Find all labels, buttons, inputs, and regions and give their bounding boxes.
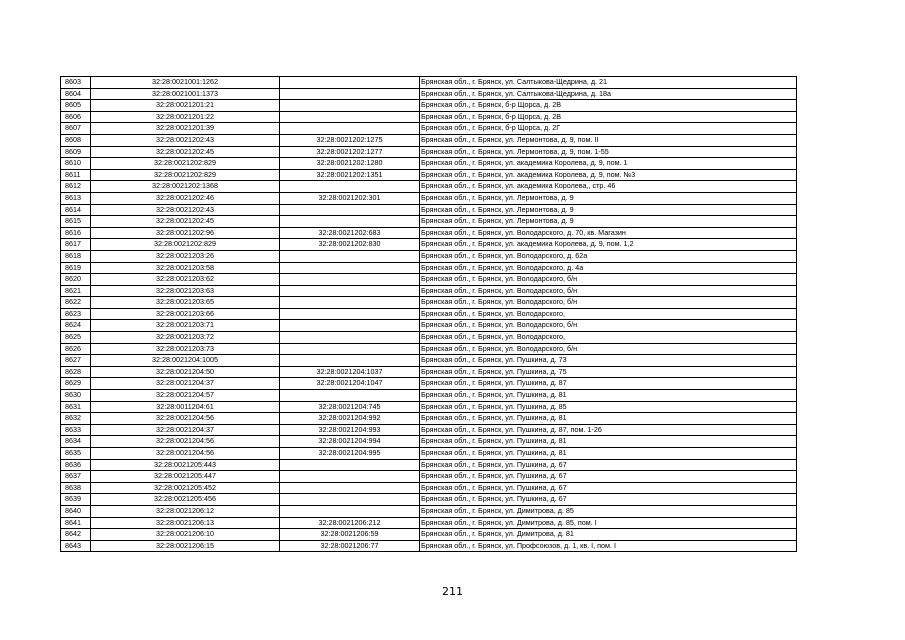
cadastral-number-cell: 32:28:0021001:1262: [91, 77, 280, 89]
address-cell: Брянская обл., г. Брянск, ул. Володарского, б/н: [420, 297, 797, 309]
table-row: [61, 285, 797, 297]
cadastral-number-cell: 32:28:0021204:56: [91, 413, 280, 425]
linked-cadastral-number-cell: 32:28:0021202:1277: [280, 146, 420, 158]
table-row: [61, 436, 797, 448]
row-number-cell: 8637: [61, 471, 91, 483]
table-row: [61, 401, 797, 413]
address-cell: Брянская обл., г. Брянск, ул. Лермонтова, д. 9: [420, 216, 797, 228]
cadastral-number-cell: 32:28:0021203:66: [91, 308, 280, 320]
linked-cadastral-number-cell: 32:28:0021204:993: [280, 424, 420, 436]
cadastral-number-cell: 32:28:0021204:56: [91, 436, 280, 448]
linked-cadastral-number-cell: [280, 459, 420, 471]
row-number-cell: 8609: [61, 146, 91, 158]
address-cell: Брянская обл., г. Брянск, ул. Пушкина, д. 73: [420, 355, 797, 367]
linked-cadastral-number-cell: 32:28:0021204:995: [280, 448, 420, 460]
linked-cadastral-number-cell: 32:28:0021204:1037: [280, 366, 420, 378]
cadastral-number-cell: 32:28:0021202:45: [91, 216, 280, 228]
linked-cadastral-number-cell: 32:28:0021204:992: [280, 413, 420, 425]
row-number-cell: 8634: [61, 436, 91, 448]
linked-cadastral-number-cell: [280, 343, 420, 355]
row-number-cell: 8615: [61, 216, 91, 228]
address-cell: Брянская обл., г. Брянск, ул. Володарского,: [420, 308, 797, 320]
address-cell: Брянская обл., г. Брянск, ул. Лермонтова, д. 9, пом. 1-55: [420, 146, 797, 158]
table-row: [61, 158, 797, 170]
linked-cadastral-number-cell: 32:28:0021204:745: [280, 401, 420, 413]
table-row: [61, 448, 797, 460]
cadastral-number-cell: 32:28:0021202:43: [91, 134, 280, 146]
cadastral-number-cell: 32:28:0021204:37: [91, 424, 280, 436]
linked-cadastral-number-cell: 32:28:0021206:77: [280, 540, 420, 552]
row-number-cell: 8603: [61, 77, 91, 89]
row-number-cell: 8621: [61, 285, 91, 297]
address-cell: Брянская обл., г. Брянск, ул. Володарского, д. 70, кв. Магазин: [420, 227, 797, 239]
cadastral-number-cell: 32:28:0021203:63: [91, 285, 280, 297]
row-number-cell: 8619: [61, 262, 91, 274]
address-cell: Брянская обл., г. Брянск, ул. Лермонтова, д. 9, пом. II: [420, 134, 797, 146]
row-number-cell: 8606: [61, 111, 91, 123]
linked-cadastral-number-cell: 32:28:0021206:59: [280, 529, 420, 541]
table-row: [61, 517, 797, 529]
table-row: [61, 471, 797, 483]
row-number-cell: 8622: [61, 297, 91, 309]
row-number-cell: 8627: [61, 355, 91, 367]
linked-cadastral-number-cell: [280, 77, 420, 89]
linked-cadastral-number-cell: 32:28:0021202:1280: [280, 158, 420, 170]
linked-cadastral-number-cell: [280, 285, 420, 297]
address-cell: Брянская обл., г. Брянск, ул. Димитрова, д. 85: [420, 505, 797, 517]
cadastral-number-cell: 32:28:0021201:39: [91, 123, 280, 135]
cadastral-number-cell: 32:28:0021206:13: [91, 517, 280, 529]
cadastral-number-cell: 32:28:0021203:62: [91, 274, 280, 286]
row-number-cell: 8605: [61, 100, 91, 112]
cadastral-number-cell: 32:28:0021204:56: [91, 448, 280, 460]
table-row: [61, 77, 797, 89]
linked-cadastral-number-cell: [280, 274, 420, 286]
linked-cadastral-number-cell: [280, 505, 420, 517]
address-cell: Брянская обл., г. Брянск, ул. Пушкина, д. 85: [420, 401, 797, 413]
table-row: [61, 320, 797, 332]
cadastral-number-cell: 32:28:0021202:46: [91, 192, 280, 204]
cadastral-number-cell: 32:28:0021205:447: [91, 471, 280, 483]
cadastral-number-cell: 32:28:0011204:61: [91, 401, 280, 413]
cadastral-number-cell: 32:28:0021203:26: [91, 250, 280, 262]
address-cell: Брянская обл., г. Брянск, ул. Володарского, б/н: [420, 320, 797, 332]
cadastral-number-cell: 32:28:0021202:829: [91, 158, 280, 170]
row-number-cell: 8613: [61, 192, 91, 204]
linked-cadastral-number-cell: 32:28:0021202:1351: [280, 169, 420, 181]
linked-cadastral-number-cell: 32:28:0021202:301: [280, 192, 420, 204]
address-cell: Брянская обл., г. Брянск, б-р Щорса, д. 2В: [420, 111, 797, 123]
address-cell: Брянская обл., г. Брянск, ул. академика Королева, д. 9, пом. 1: [420, 158, 797, 170]
linked-cadastral-number-cell: 32:28:0021202:830: [280, 239, 420, 251]
table-row: [61, 308, 797, 320]
table-row: [61, 459, 797, 471]
table-row: [61, 355, 797, 367]
row-number-cell: 8625: [61, 332, 91, 344]
address-cell: Брянская обл., г. Брянск, ул. академика Королева, д. 9, пом. №3: [420, 169, 797, 181]
address-cell: Брянская обл., г. Брянск, ул. Володарского, б/н: [420, 274, 797, 286]
address-cell: Брянская обл., г. Брянск, ул. Володарского, б/н: [420, 285, 797, 297]
address-cell: Брянская обл., г. Брянск, ул. академика Королева, д. 9, пом. 1,2: [420, 239, 797, 251]
address-cell: Брянская обл., г. Брянск, ул. Салтыкова-Щедрина, д. 21: [420, 77, 797, 89]
row-number-cell: 8639: [61, 494, 91, 506]
table-row: [61, 134, 797, 146]
linked-cadastral-number-cell: [280, 471, 420, 483]
row-number-cell: 8610: [61, 158, 91, 170]
cadastral-number-cell: 32:28:0021204:37: [91, 378, 280, 390]
table-row: [61, 88, 797, 100]
row-number-cell: 8607: [61, 123, 91, 135]
row-number-cell: 8642: [61, 529, 91, 541]
row-number-cell: 8628: [61, 366, 91, 378]
linked-cadastral-number-cell: [280, 262, 420, 274]
row-number-cell: 8618: [61, 250, 91, 262]
linked-cadastral-number-cell: 32:28:0021206:212: [280, 517, 420, 529]
table-row: [61, 192, 797, 204]
row-number-cell: 8640: [61, 505, 91, 517]
row-number-cell: 8641: [61, 517, 91, 529]
cadastral-number-cell: 32:28:0021204:50: [91, 366, 280, 378]
cadastral-number-cell: 32:28:0021203:58: [91, 262, 280, 274]
linked-cadastral-number-cell: [280, 181, 420, 193]
address-cell: Брянская обл., г. Брянск, ул. Пушкина, д. 81: [420, 436, 797, 448]
linked-cadastral-number-cell: 32:28:0021202:1275: [280, 134, 420, 146]
address-cell: Брянская обл., г. Брянск, ул. Пушкина, д. 81: [420, 390, 797, 402]
cadastral-number-cell: 32:28:0021205:452: [91, 482, 280, 494]
linked-cadastral-number-cell: [280, 204, 420, 216]
table-row: [61, 540, 797, 552]
row-number-cell: 8620: [61, 274, 91, 286]
table-row: [61, 204, 797, 216]
page-number: 211: [442, 585, 463, 598]
table-row: [61, 181, 797, 193]
address-cell: Брянская обл., г. Брянск, ул. Володарского, д. 62а: [420, 250, 797, 262]
address-cell: Брянская обл., г. Брянск, ул. Пушкина, д. 75: [420, 366, 797, 378]
table-row: [61, 250, 797, 262]
table-row: [61, 494, 797, 506]
cadastral-number-cell: 32:28:0021202:829: [91, 239, 280, 251]
linked-cadastral-number-cell: [280, 308, 420, 320]
table-row: [61, 274, 797, 286]
row-number-cell: 8638: [61, 482, 91, 494]
linked-cadastral-number-cell: [280, 494, 420, 506]
row-number-cell: 8624: [61, 320, 91, 332]
row-number-cell: 8629: [61, 378, 91, 390]
address-cell: Брянская обл., г. Брянск, ул. Пушкина, д. 87: [420, 378, 797, 390]
address-cell: Брянская обл., г. Брянск, ул. Пушкина, д. 87, пом. 1-26: [420, 424, 797, 436]
cadastral-number-cell: 32:28:0021001:1373: [91, 88, 280, 100]
address-cell: Брянская обл., г. Брянск, ул. Лермонтова, д. 9: [420, 204, 797, 216]
address-cell: Брянская обл., г. Брянск, б-р Щорса, д. 2В: [420, 100, 797, 112]
table-row: [61, 227, 797, 239]
address-cell: Брянская обл., г. Брянск, ул. Пушкина, д. 67: [420, 471, 797, 483]
row-number-cell: 8614: [61, 204, 91, 216]
cadastral-number-cell: 32:28:0021202:1368: [91, 181, 280, 193]
linked-cadastral-number-cell: [280, 250, 420, 262]
linked-cadastral-number-cell: 32:28:0021204:994: [280, 436, 420, 448]
linked-cadastral-number-cell: [280, 390, 420, 402]
address-cell: Брянская обл., г. Брянск, ул. Пушкина, д. 67: [420, 459, 797, 471]
address-cell: Брянская обл., г. Брянск, ул. академика Королева,, стр. 46: [420, 181, 797, 193]
address-cell: Брянская обл., г. Брянск, б-р Щорса, д. 2Г: [420, 123, 797, 135]
cadastral-number-cell: 32:28:0021205:456: [91, 494, 280, 506]
address-cell: Брянская обл., г. Брянск, ул. Димитрова, д. 85, пом. I: [420, 517, 797, 529]
cadastral-number-cell: 32:28:0021205:443: [91, 459, 280, 471]
table-row: [61, 216, 797, 228]
row-number-cell: 8612: [61, 181, 91, 193]
row-number-cell: 8630: [61, 390, 91, 402]
table-row: [61, 424, 797, 436]
cadastral-number-cell: 32:28:0021202:829: [91, 169, 280, 181]
row-number-cell: 8632: [61, 413, 91, 425]
row-number-cell: 8643: [61, 540, 91, 552]
address-cell: Брянская обл., г. Брянск, ул. Пушкина, д. 81: [420, 413, 797, 425]
table-row: [61, 482, 797, 494]
linked-cadastral-number-cell: [280, 111, 420, 123]
registry-table: [60, 76, 797, 552]
table-row: [61, 378, 797, 390]
cadastral-number-cell: 32:28:0021202:96: [91, 227, 280, 239]
cadastral-number-cell: 32:28:0021204:1005: [91, 355, 280, 367]
linked-cadastral-number-cell: [280, 482, 420, 494]
cadastral-number-cell: 32:28:0021206:12: [91, 505, 280, 517]
linked-cadastral-number-cell: [280, 100, 420, 112]
address-cell: Брянская обл., г. Брянск, ул. Володарского,: [420, 332, 797, 344]
cadastral-number-cell: 32:28:0021201:21: [91, 100, 280, 112]
row-number-cell: 8608: [61, 134, 91, 146]
cadastral-number-cell: 32:28:0021203:72: [91, 332, 280, 344]
row-number-cell: 8635: [61, 448, 91, 460]
linked-cadastral-number-cell: 32:28:0021204:1047: [280, 378, 420, 390]
table-row: [61, 146, 797, 158]
row-number-cell: 8631: [61, 401, 91, 413]
address-cell: Брянская обл., г. Брянск, ул. Пушкина, д. 81: [420, 448, 797, 460]
table-row: [61, 239, 797, 251]
row-number-cell: 8616: [61, 227, 91, 239]
linked-cadastral-number-cell: [280, 216, 420, 228]
address-cell: Брянская обл., г. Брянск, ул. Володарского, б/н: [420, 343, 797, 355]
table-row: [61, 390, 797, 402]
cadastral-number-cell: 32:28:0021206:15: [91, 540, 280, 552]
row-number-cell: 8611: [61, 169, 91, 181]
cadastral-number-cell: 32:28:0021201:22: [91, 111, 280, 123]
table-row: [61, 297, 797, 309]
linked-cadastral-number-cell: 32:28:0021202:683: [280, 227, 420, 239]
table-row: [61, 100, 797, 112]
table-row: [61, 343, 797, 355]
linked-cadastral-number-cell: [280, 88, 420, 100]
row-number-cell: 8626: [61, 343, 91, 355]
address-cell: Брянская обл., г. Брянск, ул. Димитрова, д. 81: [420, 529, 797, 541]
row-number-cell: 8604: [61, 88, 91, 100]
address-cell: Брянская обл., г. Брянск, ул. Пушкина, д. 67: [420, 494, 797, 506]
table-row: [61, 529, 797, 541]
cadastral-number-cell: 32:28:0021203:73: [91, 343, 280, 355]
row-number-cell: 8636: [61, 459, 91, 471]
cadastral-number-cell: 32:28:0021202:43: [91, 204, 280, 216]
address-cell: Брянская обл., г. Брянск, ул. Володарского, д. 4а: [420, 262, 797, 274]
address-cell: Брянская обл., г. Брянск, ул. Пушкина, д. 67: [420, 482, 797, 494]
table-row: [61, 332, 797, 344]
table-row: [61, 262, 797, 274]
cadastral-number-cell: 32:28:0021203:71: [91, 320, 280, 332]
registry-table-body: [61, 77, 797, 552]
address-cell: Брянская обл., г. Брянск, ул. Профсоюзов, д. 1, кв. I, пом. I: [420, 540, 797, 552]
row-number-cell: 8633: [61, 424, 91, 436]
table-row: [61, 123, 797, 135]
cadastral-number-cell: 32:28:0021202:45: [91, 146, 280, 158]
linked-cadastral-number-cell: [280, 320, 420, 332]
cadastral-number-cell: 32:28:0021204:57: [91, 390, 280, 402]
row-number-cell: 8623: [61, 308, 91, 320]
table-row: [61, 111, 797, 123]
table-row: [61, 169, 797, 181]
address-cell: Брянская обл., г. Брянск, ул. Лермонтова, д. 9: [420, 192, 797, 204]
linked-cadastral-number-cell: [280, 355, 420, 367]
cadastral-number-cell: 32:28:0021203:65: [91, 297, 280, 309]
linked-cadastral-number-cell: [280, 297, 420, 309]
table-row: [61, 366, 797, 378]
table-row: [61, 505, 797, 517]
address-cell: Брянская обл., г. Брянск, ул. Салтыкова-Щедрина, д. 18а: [420, 88, 797, 100]
row-number-cell: 8617: [61, 239, 91, 251]
linked-cadastral-number-cell: [280, 123, 420, 135]
linked-cadastral-number-cell: [280, 332, 420, 344]
table-row: [61, 413, 797, 425]
cadastral-number-cell: 32:28:0021206:10: [91, 529, 280, 541]
